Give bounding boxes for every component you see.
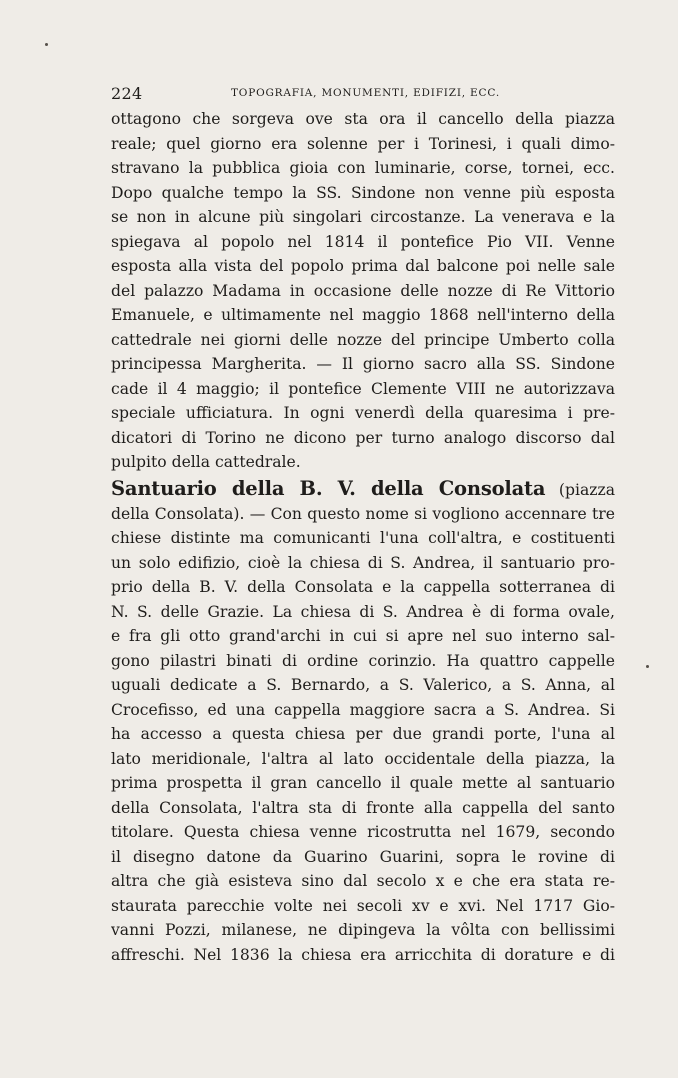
text-line: staurata parecchie volte nei secoli xv e xvi. Nel 1717 Gio- xyxy=(111,896,615,915)
text-line: del palazzo Madama in occasione delle nozze di Re Vittorio xyxy=(111,281,615,300)
text-line: e fra gli otto grand'archi in cui si apre nel suo interno sal- xyxy=(111,627,615,645)
text-line: chiese distinte ma comunicanti l'una coll'altra, e costituenti xyxy=(111,529,615,547)
text-line: se non in alcune più singolari circostanze. La venerava e la xyxy=(111,208,615,226)
running-head: TOPOGRAFIA, MONUMENTI, EDIFIZI, ECC. xyxy=(231,87,500,99)
text-line: cade il 4 maggio; il pontefice Clemente VIII ne autorizzava xyxy=(111,379,615,398)
text-line: cattedrale nei giorni delle nozze del principe Umberto colla xyxy=(111,330,615,349)
page-header xyxy=(111,84,615,106)
text-line: Emanuele, e ultimamente nel maggio 1868 nell'interno della xyxy=(111,306,615,324)
text-line: ottagono che sorgeva ove sta ora il cancello della piazza xyxy=(111,110,615,128)
text-line: il disegno datone da Guarino Guarini, sopra le rovine di xyxy=(111,847,615,866)
paper-speck xyxy=(45,43,48,46)
paper-speck xyxy=(646,665,649,668)
body-text xyxy=(111,107,615,967)
text-line: principessa Margherita. — Il giorno sacro alla SS. Sindone xyxy=(111,355,615,373)
text-line: N. S. delle Grazie. La chiesa di S. Andrea è di forma ovale, xyxy=(111,602,615,621)
text-line: speciale ufficiatura. In ogni venerdì della quaresima i pre- xyxy=(111,404,615,422)
text-line: spiegava al popolo nel 1814 il pontefice Pio VII. Venne xyxy=(111,232,615,251)
text-line: affreschi. Nel 1836 la chiesa era arricchita di dorature e di xyxy=(111,945,615,964)
text-line: lato meridionale, l'altra al lato occidentale della piazza, la xyxy=(111,749,615,768)
text-line: pulpito della cattedrale. xyxy=(111,453,301,471)
text-line: esposta alla vista del popolo prima dal balcone poi nelle sale xyxy=(111,257,615,275)
section-heading-line xyxy=(111,475,615,502)
text-line: Crocefisso, ed una cappella maggiore sacra a S. Andrea. Si xyxy=(111,700,615,719)
text-line: prima prospetta il gran cancello il quale mette al santuario xyxy=(111,774,615,792)
text-line: altra che già esisteva sino dal secolo x e che era stata re- xyxy=(111,872,615,890)
text-line: dicatori di Torino ne dicono per turno analogo discorso dal xyxy=(111,428,615,447)
text-line: reale; quel giorno era solenne per i Torinesi, i quali dimo- xyxy=(111,134,615,153)
text-line: uguali dedicate a S. Bernardo, a S. Valerico, a S. Anna, al xyxy=(111,676,615,694)
text-line: della Consolata). — Con questo nome si vogliono accennare tre xyxy=(111,504,615,523)
text-line: stravano la pubblica gioia con luminarie, corse, tornei, ecc. xyxy=(111,159,615,177)
text-line: vanni Pozzi, milanese, ne dipingeva la vôlta con bellissimi xyxy=(111,921,615,939)
text-line: titolare. Questa chiesa venne ricostrutta nel 1679, secondo xyxy=(111,823,615,841)
text-line: Dopo qualche tempo la SS. Sindone non venne più esposta xyxy=(111,183,615,202)
section-heading-note: (piazza xyxy=(558,480,615,499)
text-line: gono pilastri binati di ordine corinzio. Ha quattro cappelle xyxy=(111,651,615,670)
page-number: 224 xyxy=(111,84,143,103)
section-heading: Santuario della B. V. della Consolata xyxy=(111,476,546,500)
text-line: della Consolata, l'altra sta di fronte alla cappella del santo xyxy=(111,798,615,817)
text-line: ha accesso a questa chiesa per due grandi porte, l'una al xyxy=(111,725,615,743)
text-line: prio della B. V. della Consolata e la cappella sotterranea di xyxy=(111,578,615,596)
text-line: un solo edifizio, cioè la chiesa di S. Andrea, il santuario pro- xyxy=(111,553,615,572)
